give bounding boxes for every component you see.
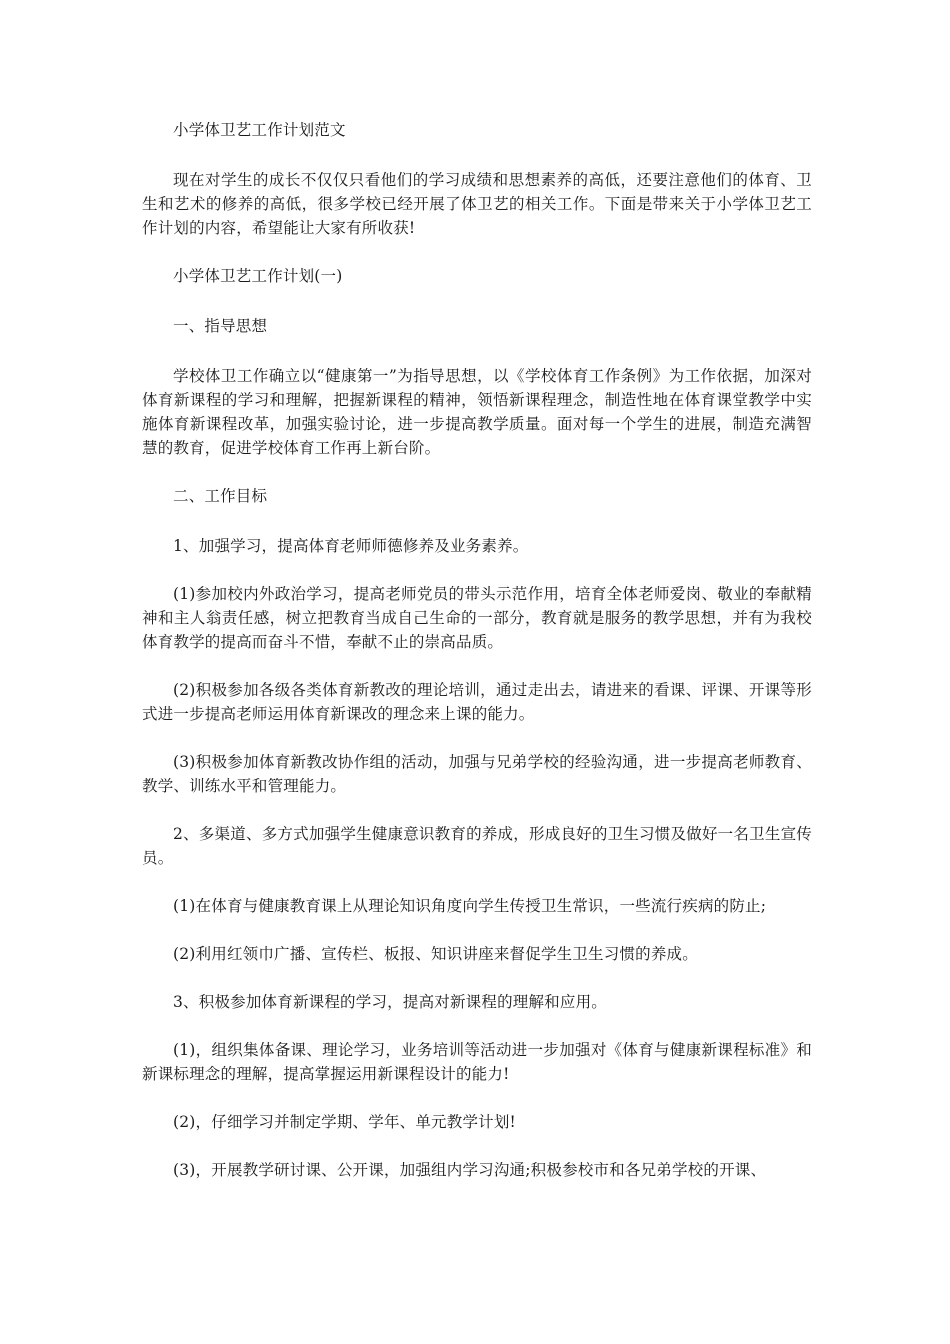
goal-2-item-1: (1)在体育与健康教育课上从理论知识角度向学生传授卫生常识，一些流行疾病的防止; bbox=[173, 897, 767, 915]
goal-3-item-3: (3)，开展教学研讨课、公开课，加强组内学习沟通;积极参校市和各兄弟学校的开课、 bbox=[173, 1161, 767, 1179]
goal-3: 3、积极参加体育新课程的学习，提高对新课程的理解和应用。 bbox=[173, 993, 607, 1011]
paragraph-guiding-thought: 学校体卫工作确立以“健康第一”为指导思想，以《学校体育工作条例》为工作依据，加深对体育新课程的学习和理解，把握新课程的精神，领悟新课程理念，制造性地在体育课堂教学中实施体育新课程改革，加强实验讨论，进一步提高教学质量。面对每一个学生的进展，制造充满智慧的教育，促进学校体育工作再上新台阶。 bbox=[142, 367, 812, 457]
goal-3-item-1: (1)，组织集体备课、理论学习，业务培训等活动进一步加强对《体育与健康新课程标准》和新课标理念的理解，提高掌握运用新课程设计的能力! bbox=[142, 1041, 812, 1083]
section-title-plan-1: 小学体卫艺工作计划(一) bbox=[173, 267, 343, 285]
heading-guiding-thought: 一、指导思想 bbox=[173, 317, 268, 335]
goal-2: 2、多渠道、多方式加强学生健康意识教育的养成，形成良好的卫生习惯及做好一名卫生宣传员。 bbox=[142, 825, 812, 867]
goal-1-item-3: (3)积极参加体育新教改协作组的活动，加强与兄弟学校的经验沟通，进一步提高老师教育、教学、训练水平和管理能力。 bbox=[142, 753, 812, 795]
goal-2-item-2: (2)利用红领巾广播、宣传栏、板报、知识讲座来督促学生卫生习惯的养成。 bbox=[173, 945, 698, 963]
document-body bbox=[142, 118, 812, 1206]
goal-1: 1、加强学习，提高体育老师师德修养及业务素养。 bbox=[173, 537, 529, 555]
paragraph-intro: 现在对学生的成长不仅仅只看他们的学习成绩和思想素养的高低，还要注意他们的体育、卫生和艺术的修养的高低，很多学校已经开展了体卫艺的相关工作。下面是带来关于小学体卫艺工作计划的内容，希望能让大家有所收获! bbox=[142, 171, 812, 237]
heading-work-goals: 二、工作目标 bbox=[173, 487, 268, 505]
document-title: 小学体卫艺工作计划范文 bbox=[173, 121, 346, 139]
goal-3-item-2: (2)，仔细学习并制定学期、学年、单元教学计划! bbox=[173, 1113, 516, 1131]
goal-1-item-2: (2)积极参加各级各类体育新教改的理论培训，通过走出去，请进来的看课、评课、开课等形式进一步提高老师运用体育新课改的理念来上课的能力。 bbox=[142, 681, 812, 723]
goal-1-item-1: (1)参加校内外政治学习，提高老师党员的带头示范作用，培育全体老师爱岗、敬业的奉献精神和主人翁责任感，树立把教育当成自己生命的一部分，教育就是服务的教学思想，并有为我校体育教学的提高而奋斗不惜，奉献不止的崇高品质。 bbox=[142, 585, 812, 651]
